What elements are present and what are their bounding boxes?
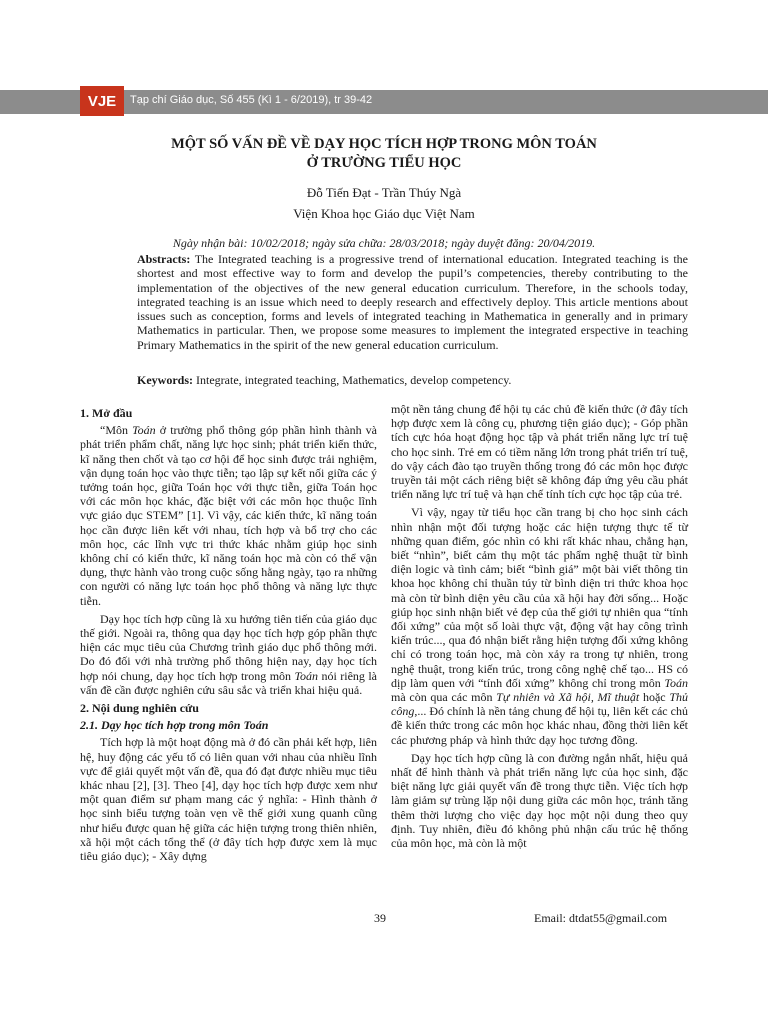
abstract-label: Abstracts: xyxy=(137,252,191,266)
section-heading-intro: 1. Mở đầu xyxy=(80,406,133,420)
paragraph xyxy=(80,612,377,697)
author-email: Email: dtdat55@gmail.com xyxy=(534,911,668,925)
text-run-italic: Toán xyxy=(294,668,319,683)
text-run-italic: Thủ công xyxy=(391,690,688,719)
keywords-label: Keywords: xyxy=(137,373,193,387)
text-run: Dạy học tích hợp cũng là xu hướng tiên tiến của giáo dục thế giới. Ngoài ra, thông qua dạy học tích hợp góp phần thực hiện các mục tiêu của Chương trình giáo dục phổ thông mới. Do đó đối với nhà trường phổ thông hiện nay, dạy học tích hợp nói chung, dạy học tích hợp trong môn xyxy=(80,611,377,683)
text-run: hoặc xyxy=(639,690,670,705)
text-run: nói riêng là vấn đề cần được nghiên cứu sâu sắc và triển khai hiệu quả. xyxy=(80,668,377,697)
paragraph xyxy=(80,423,377,608)
abstract xyxy=(137,252,688,352)
title-line-1: MỘT SỐ VẤN ĐỀ VỀ DẠY HỌC TÍCH HỢP TRONG MÔN TOÁN xyxy=(171,136,597,152)
text-run: mà còn qua các môn xyxy=(391,690,497,705)
text-run: “Môn xyxy=(100,423,133,438)
journal-reference: Tạp chí Giáo dục, Số 455 (Kì 1 - 6/2019), tr 39-42 xyxy=(130,94,373,106)
text-run-italic: Toán xyxy=(132,423,156,438)
paragraph xyxy=(391,505,688,746)
page-number: 39 xyxy=(374,911,386,925)
text-run: ở trường phổ thông góp phần hình thành và phát triển phẩm chất, năng lực học sinh; phát triển kiến thức, kĩ năng then chốt và tạo cơ hội để học sinh được trải nghiệm, vận dụng toán học vào thực tiễn; tạo lập sự kết nối giữa các ý tưởng toán học, giữa Toán học với thực tiễn, giữa Toán học với các môn học khác, đặc biệt với các môn học thuộc lĩnh vực giáo dục STEM” [1]. Vì vậy, các kiến thức, kĩ năng toán học cần được liên kết với nhau, tích hợp và bổ trợ cho các môn học, các lĩnh vực tri thức khác nhằm giúp học sinh không chỉ có kiến thức, kĩ năng toán học mà còn có thể vận dụng, thực hành vào trong cuộc sống hằng ngày, tạo ra những con người có năng lực toán học phổ thông và năng lực thực tiễn. xyxy=(80,423,377,608)
paragraph: một nền tảng chung để hội tụ các chủ đề kiến thức (ở đây tích hợp được xem là công cụ, phương tiện giáo dục); - Góp phần tích cực hóa hoạt động học tập và phát triển năng lực trí tuệ cho học sinh. Trẻ em có tiềm năng lớn trong phát triển trí tuệ, do vậy cách đào tạo truyền thống trong đó các môn học được truyền tải một cách riêng biệt sẽ không đáp ứng yêu cầu phát triển năng lực trí tuệ và hạn chế tính tích cực học tập của trẻ. xyxy=(391,402,688,502)
title-line-2: Ở TRƯỜNG TIỂU HỌC xyxy=(306,154,462,171)
text-run: Vì vậy, ngay từ tiểu học cần trang bị cho học sinh cách nhìn nhận một đối tượng hoặc các hiện tượng thực tế từ những quan điểm, góc nhìn có khi rất khác nhau, chẳng hạn, biết “nhìn”, biết cảm thụ một tác phẩm nghệ thuật từ bình diện logic và tình cảm; biết “bình giá” một bài viết thông tin khoa học không chỉ thuần túy từ bình diện tri thức khoa học mà còn từ bình diện yêu cầu của xã hội hay đời sống... Hoặc giúp học sinh nhận biết vẻ đẹp của thế giới tự nhiên qua “tính đối xứng” của một số loài thực vật, động vật hay công trình kiến trúc..., qua đó nhận biết rằng hiện tượng đối xứng không chỉ có trong toán học, mà còn xảy ra trong tự nhiên, trong nghệ thuật, trong kiến trúc, trong công nghệ chế tạo... HS có dịp làm quen với “tính đối xứng” không chỉ trong môn xyxy=(391,505,688,690)
paragraph: Tích hợp là một hoạt động mà ở đó cần phải kết hợp, liên hệ, huy động các yếu tố có liên quan với nhau của nhiều lĩnh vực để giải quyết một vấn đề, qua đó đạt được nhiều mục tiêu khác nhau [2], [3]. Theo [4], dạy học tích hợp được xem như một quan điểm sư phạm mang các ý nghĩa: - Hình thành ở học sinh biểu tượng toàn vẹn về thế giới xung quanh cũng như hiểu được quan hệ giữa các hiện tượng trong thiên nhiên, xã hội một cách tổng thể (ở đây tích hợp được xem là mục tiêu giáo dục); - Xây dựng xyxy=(80,735,377,864)
journal-logo: VJE xyxy=(80,86,124,116)
section-heading-content: 2. Nội dung nghiên cứu xyxy=(80,701,199,716)
keywords-text: Integrate, integrated teaching, Mathematics, develop competency. xyxy=(193,373,512,387)
submission-dates: Ngày nhận bài: 10/02/2018; ngày sửa chữa: 28/03/2018; ngày duyệt đăng: 20/04/2019. xyxy=(172,236,596,250)
keywords xyxy=(137,373,688,387)
left-column xyxy=(80,404,377,867)
paragraph: Dạy học tích hợp cũng là con đường ngắn nhất, hiệu quả nhất để hình thành và phát triển năng lực của học sinh, đặc biệt năng lực giải quyết vấn đề trong thực tiễn. Việc tích hợp làm giảm sự trùng lặp nội dung giữa các môn học, tránh tăng thêm thời lượng cho việc dạy học một nội dung theo quy định. Tuy nhiên, điều đó không phủ nhận cấu trúc hệ thống của môn học, mà còn là một xyxy=(391,750,688,851)
author-block xyxy=(80,183,688,225)
author-affiliation: Viện Khoa học Giáo dục Việt Nam xyxy=(293,205,475,221)
text-run-italic: Toán xyxy=(664,675,688,690)
author-names: Đỗ Tiến Đạt - Trần Thúy Ngà xyxy=(306,185,462,200)
right-column xyxy=(391,402,688,854)
abstract-text: The Integrated teaching is a progressive trend of international education. Integrated teaching is the shortest and most effective way to form and develop the pupil’s competencies, thereby contributing to the implementation of the objectives of the new general education curriculum. Therefore, in the schools today, integrated teaching is an issue which need to deeply research and effectively deploy. This article mentions about issues such as conception, forms and levels of integrated teaching in Mathematica in generally and in primary Mathematics in particular. Then, we propose some measures to implement the integrated erspective in teaching Primary Mathematics in the spirit of the new general education curriculum. xyxy=(137,252,688,352)
text-run: ,... Đó chính là nền tảng chung để hội tụ, liên kết các chủ đề kiến thức trong các môn học khác nhau, đồng thời liên kết các phương pháp và hình thức dạy học tương đồng. xyxy=(391,704,688,747)
subsection-heading: 2.1. Dạy học tích hợp trong môn Toán xyxy=(80,718,269,733)
article-title xyxy=(80,135,688,173)
text-run-italic: Tự nhiên và Xã hội, Mĩ thuật xyxy=(496,690,640,705)
